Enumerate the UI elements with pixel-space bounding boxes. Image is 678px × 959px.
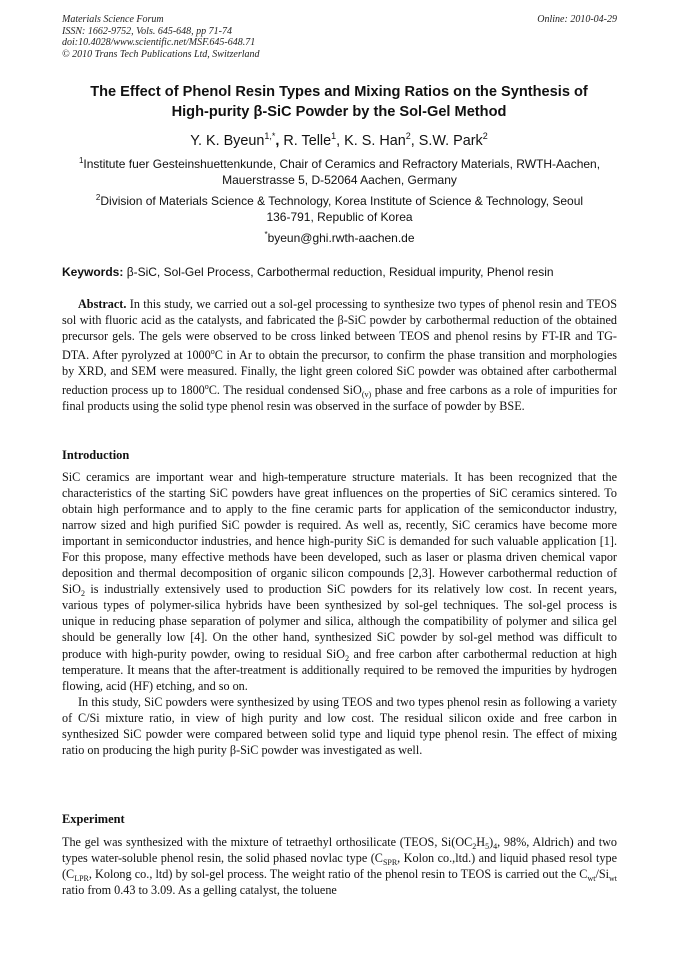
introduction-heading: Introduction [62, 448, 130, 462]
exp-text-6: , Kolong co., ltd) by sol-gel process. The weight ratio of the phenol resin to TEOS is carried out the C [88, 867, 588, 882]
keywords-text: β-SiC, Sol-Gel Process, Carbothermal reduction, Residual impurity, Phenol resin [123, 265, 554, 279]
intro-text-2: is industrially extensively used to production SiC powders for its relatively low cost. In recent years, various types of polymer-silica hybrids have been synthesized by sol-gel techniques. The sol-gel process is unique in reducing phase separation of polymer and silica, although the compatibility of polymer and silica gel should be generally low [4]. On the other hand, synthesized SiC powder by sol-gel method was difficult to produce with high-purity powder, owing to residual SiO [62, 582, 617, 661]
affiliation-1-line-2: Mauerstrasse 5, D-52064 Aachen, Germany [222, 173, 457, 187]
exp-sub-5: LPR [74, 874, 89, 884]
doi-line: doi:10.4028/www.scientific.net/MSF.645-648.71 [62, 37, 256, 48]
issn-line: ISSN: 1662-9752, Vols. 645-648, pp 71-74 [62, 25, 232, 37]
author-2-sup: 1 [331, 131, 337, 141]
affiliation-1-line-1: Institute fuer Gesteinshuettenkunde, Chair of Ceramics and Refractory Materials, RWTH-Aachen, [83, 157, 601, 171]
author-1-sup: 1,* [264, 131, 276, 141]
author-4: S.W. Park [418, 133, 483, 149]
email-address: byeun@ghi.rwth-aachen.de [267, 231, 415, 245]
affiliation-2-sup: 2 [95, 193, 101, 202]
author-3: K. S. Han [344, 133, 406, 149]
author-3-sup: 2 [405, 131, 411, 141]
introduction-body [62, 469, 617, 758]
exp-text-4: , 98%, Aldrich) and two types water-soluble phenol resin, the solid phased novlac type (C [62, 835, 617, 866]
exp-sub-6: wt [587, 874, 596, 884]
intro-text-3: and free carbon after carbothermal reduction at high temperature. It means that the after-treatment is additionally required to be removed the impurities by hydrogen flowing, acid (HF) etching, and so on. [62, 646, 617, 693]
affiliation-2 [62, 193, 617, 225]
author-4-sup: 2 [482, 131, 488, 141]
abstract-text-4: phase and free carbons as a role of impurities for final products using the solid type phenol resin was observed in the surface of powder by BSE. [62, 383, 618, 414]
exp-sub-7: wt [609, 874, 617, 884]
exp-text-5: , Kolon co.,ltd.) and liquid phased resol type (C [62, 851, 618, 882]
exp-text-1: The gel was synthesized with the mixture of tetraethyl orthosilicate (TEOS, Si(OC [62, 835, 473, 849]
exp-sub-4: SPR [382, 858, 398, 868]
copyright-line: © 2010 Trans Tech Publications Ltd, Switzerland [62, 48, 260, 60]
abstract-degree-2: o [204, 382, 209, 392]
affiliation-1 [62, 156, 617, 188]
abstract-sub-1: (v) [361, 390, 372, 400]
intro-sub-2: 2 [345, 653, 350, 663]
title-line-2: High-purity β-SiC Powder by the Sol-Gel Method [171, 104, 507, 120]
exp-text-3: ) [489, 835, 494, 849]
exp-text-2: H [476, 835, 486, 849]
exp-text-7: /Si [595, 867, 609, 882]
author-2: R. Telle [283, 133, 332, 149]
abstract [62, 296, 617, 414]
introduction-paragraph-1 [62, 469, 617, 694]
exp-sub-2: 5 [485, 842, 490, 851]
journal-header [62, 14, 617, 60]
introduction-paragraph-2: In this study, SiC powders were synthesized by using TEOS and two types phenol resin as following a variety of C/Si mixture ratio, in view of high purity and low cost. The residual silicon oxide and free carbon in synthesized SiC powder were compared between solid type and liquid type phenol resin. The effect of mixing ratio on producing the high purity β-SiC powder was investigated as well. [62, 694, 617, 757]
email-sup: * [264, 230, 268, 239]
corresponding-email [62, 230, 617, 246]
author-sep-3: , [410, 133, 419, 149]
author-sep-2: , [336, 133, 345, 149]
exp-text-8: ratio from 0.43 to 3.09. As a gelling catalyst, the toluene [62, 883, 337, 898]
affiliation-2-line-2: 136-791, Republic of Korea [266, 210, 413, 224]
abstract-text-1: In this study, we carried out a sol-gel processing to synthesize two types of phenol resin and TEOS sol with fluoric acid as the catalysts, and fabricated the β-SiC powder by carbothermal reduction of the obtained precursor gels. The gels were observed to be cross linked between TEOS and phenol resins by FT-IR and TG-DTA. After pyrolyzed at 1000 [62, 297, 617, 363]
intro-sub-1: 2 [80, 589, 85, 599]
experiment-paragraph-1 [62, 834, 617, 898]
exp-sub-1: 2 [472, 842, 477, 851]
abstract-degree-1: o [210, 347, 215, 357]
abstract-text-3: C. The residual condensed SiO [208, 383, 362, 398]
exp-sub-3: 4 [493, 842, 498, 851]
abstract-text-2: C in Ar to obtain the precursor, to confirm the phase transition and morphologies by XRD, and SEM were measured. Finally, the light green colored SiC powder was obtained after carbothermal reduction process up to 1800 [62, 348, 618, 398]
affiliation-1-sup: 1 [78, 156, 84, 165]
affiliation-2-line-1: Division of Materials Science & Technology, Korea Institute of Science & Technology, Seoul [100, 194, 584, 208]
online-date: Online: 2010-04-29 [537, 14, 617, 25]
paper-title [40, 82, 638, 122]
experiment-body [62, 834, 617, 898]
intro-text-1: SiC ceramics are important wear and high-temperature structure materials. It has been recognized that the characteristics of the starting SiC powders have great influences on the properties of SiC ceramics sintered. To obtain high performance and to apply to the fine ceramic parts for application of the semiconductor industry, narrow sized and high purified SiC powder is required. As well as, recently, SiC ceramics have become more important in semiconductor industries, and hence high-purity SiC is demanded for such valuable application [1]. For this propose, many effective methods have been developed, such as laser or plasma driven chemical vapor deposition and thermal decomposition of organic silicon compounds [2,3]. However carbothermal reduction of SiO [62, 470, 617, 597]
keywords [62, 265, 617, 279]
journal-name: Materials Science Forum [62, 14, 164, 25]
title-line-1: The Effect of Phenol Resin Types and Mixing Ratios on the Synthesis of [90, 84, 588, 100]
author-sep-1: , [275, 133, 284, 149]
abstract-label: Abstract. [78, 297, 127, 311]
author-list [40, 133, 638, 149]
author-1: Y. K. Byeun [190, 133, 265, 149]
experiment-heading: Experiment [62, 812, 125, 826]
keywords-label: Keywords: [62, 265, 124, 279]
